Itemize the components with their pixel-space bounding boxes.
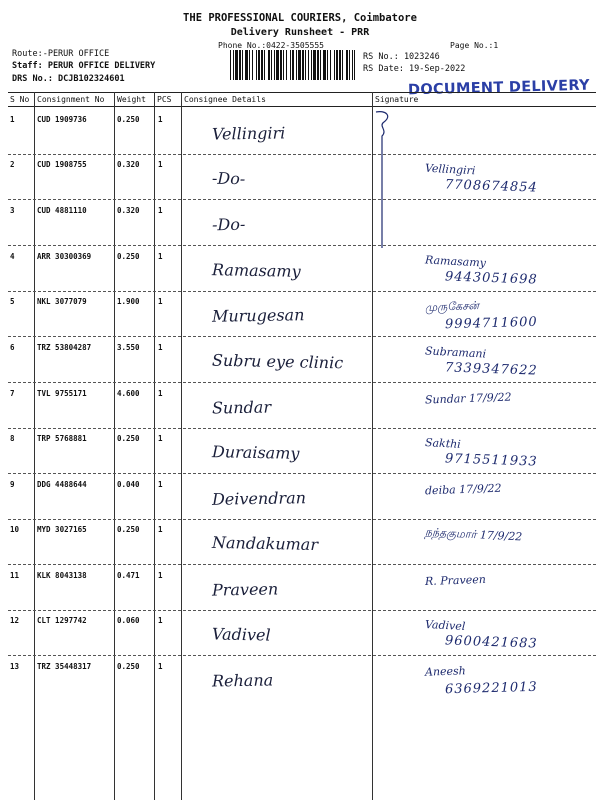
row-separator — [8, 610, 596, 611]
row-signature: Subramani — [424, 344, 487, 361]
row-consignment-no: NKL 3077079 — [37, 297, 87, 306]
row-separator — [8, 199, 596, 200]
row-sno: 12 — [10, 616, 20, 625]
row-pcs: 1 — [158, 662, 163, 671]
row-signature-phone: 9443051698 — [444, 269, 538, 288]
row-signature: Sakthi — [424, 436, 462, 451]
row-separator — [8, 564, 596, 565]
row-weight: 1.900 — [117, 297, 140, 306]
row-signature: Aneesh — [424, 664, 466, 679]
row-separator — [8, 428, 596, 429]
page-number: Page No.:1 — [450, 41, 499, 50]
row-weight: 0.250 — [117, 525, 140, 534]
row-consignee-name: Murugesan — [211, 305, 305, 326]
row-signature: Ramasamy — [424, 253, 487, 270]
row-consignee-name: Duraisamy — [211, 442, 300, 463]
row-consignment-no: CUD 1909736 — [37, 115, 87, 124]
route-label: Route:-PERUR OFFICE — [12, 49, 110, 59]
row-sno: 3 — [10, 206, 15, 215]
row-sno: 4 — [10, 252, 15, 261]
row-weight: 0.250 — [117, 115, 140, 124]
company-title: THE PROFESSIONAL COURIERS, Coimbatore — [183, 12, 417, 24]
row-separator — [8, 291, 596, 292]
row-signature-phone: 7339347622 — [444, 360, 538, 379]
row-signature: Sundar 17/9/22 — [424, 390, 512, 407]
row-signature-phone: 9600421683 — [444, 633, 538, 652]
rs-number: RS No.: 1023246 — [363, 52, 440, 62]
col-header-sno: S No — [10, 95, 30, 104]
row-separator — [8, 336, 596, 337]
row-weight: 0.250 — [117, 434, 140, 443]
row-signature: deiba 17/9/22 — [424, 481, 502, 498]
row-pcs: 1 — [158, 616, 163, 625]
row-sno: 10 — [10, 525, 20, 534]
row-sno: 8 — [10, 434, 15, 443]
barcode-image — [230, 50, 355, 80]
row-signature-phone: 9715511933 — [444, 451, 538, 470]
row-consignee-name: -Do- — [211, 214, 246, 235]
row-separator — [8, 154, 596, 155]
row-consignment-no: ARR 30300369 — [37, 252, 92, 261]
row-weight: 3.550 — [117, 343, 140, 352]
row-consignment-no: MYD 3027165 — [37, 525, 87, 534]
row-sno: 11 — [10, 571, 20, 580]
row-signature-phone: 9994711600 — [444, 314, 538, 333]
row-separator — [8, 655, 596, 656]
rs-date: RS Date: 19-Sep-2022 — [363, 64, 466, 74]
row-weight: 0.471 — [117, 571, 140, 580]
col-header-consignee: Consignee Details — [184, 95, 266, 104]
row-signature: Vadivel — [424, 617, 466, 634]
row-consignee-name: Vadivel — [211, 624, 271, 645]
row-consignee-name: Vellingiri — [211, 123, 286, 144]
row-consignment-no: TRP 5768881 — [37, 434, 87, 443]
row-sno: 1 — [10, 115, 15, 124]
row-pcs: 1 — [158, 343, 163, 352]
row-sno: 6 — [10, 343, 15, 352]
row-sno: 13 — [10, 662, 20, 671]
row-consignment-no: TRZ 53804287 — [37, 343, 92, 352]
ditto-bracket-scribble — [372, 108, 402, 258]
col-header-consignment: Consignment No — [37, 95, 105, 104]
document-delivery-stamp: DOCUMENT DELIVERY — [407, 77, 591, 99]
row-signature: நந்தகுமார் 17/9/22 — [424, 525, 523, 544]
row-pcs: 1 — [158, 115, 163, 124]
row-pcs: 1 — [158, 525, 163, 534]
row-weight: 0.320 — [117, 160, 140, 169]
row-consignee-name: Sundar — [211, 397, 272, 418]
col-header-weight: Weight — [117, 95, 146, 104]
staff-label: Staff: PERUR OFFICE DELIVERY — [12, 61, 156, 71]
row-sno: 7 — [10, 389, 15, 398]
row-signature-phone: 6369221013 — [444, 679, 538, 698]
row-weight: 0.320 — [117, 206, 140, 215]
row-consignee-name: Subru eye clinic — [211, 350, 344, 373]
row-separator — [8, 245, 596, 246]
row-consignment-no: CUD 4881110 — [37, 206, 87, 215]
col-header-signature: Signature — [375, 95, 419, 104]
row-consignee-name: Praveen — [211, 579, 279, 600]
col-header-pcs: PCS — [157, 95, 172, 104]
row-separator — [8, 382, 596, 383]
row-consignee-name: Deivendran — [211, 488, 307, 509]
row-weight: 0.250 — [117, 662, 140, 671]
row-sno: 9 — [10, 480, 15, 489]
header-top-rule — [8, 92, 596, 93]
row-consignee-name: -Do- — [211, 168, 246, 189]
row-separator — [8, 519, 596, 520]
row-signature: R. Praveen — [424, 572, 487, 589]
row-consignee-name: Ramasamy — [211, 260, 301, 281]
row-signature-phone: 7708674854 — [444, 177, 538, 196]
row-consignment-no: DDG 4488644 — [37, 480, 87, 489]
row-sno: 2 — [10, 160, 15, 169]
row-weight: 0.040 — [117, 480, 140, 489]
row-weight: 0.060 — [117, 616, 140, 625]
row-pcs: 1 — [158, 252, 163, 261]
row-consignment-no: KLK 8043138 — [37, 571, 87, 580]
header-bottom-rule — [8, 106, 596, 107]
row-consignment-no: TVL 9755171 — [37, 389, 87, 398]
row-weight: 4.600 — [117, 389, 140, 398]
runsheet-title: Delivery Runsheet - PRR — [230, 27, 370, 38]
row-sno: 5 — [10, 297, 15, 306]
row-pcs: 1 — [158, 571, 163, 580]
row-signature: முருகேசன் — [424, 299, 480, 314]
row-signature: Vellingiri — [424, 161, 476, 178]
row-consignment-no: CLT 1297742 — [37, 616, 87, 625]
row-consignee-name: Nandakumar — [211, 532, 319, 555]
row-consignee-name: Rehana — [211, 670, 274, 691]
row-pcs: 1 — [158, 206, 163, 215]
row-pcs: 1 — [158, 160, 163, 169]
phone-number: Phone No.:0422-3505555 — [218, 41, 324, 50]
row-pcs: 1 — [158, 389, 163, 398]
row-pcs: 1 — [158, 480, 163, 489]
row-consignment-no: TRZ 35448317 — [37, 662, 92, 671]
row-separator — [8, 473, 596, 474]
row-pcs: 1 — [158, 434, 163, 443]
row-pcs: 1 — [158, 297, 163, 306]
drs-number: DRS No.: DCJB102324601 — [12, 74, 125, 84]
row-weight: 0.250 — [117, 252, 140, 261]
row-consignment-no: CUD 1908755 — [37, 160, 87, 169]
